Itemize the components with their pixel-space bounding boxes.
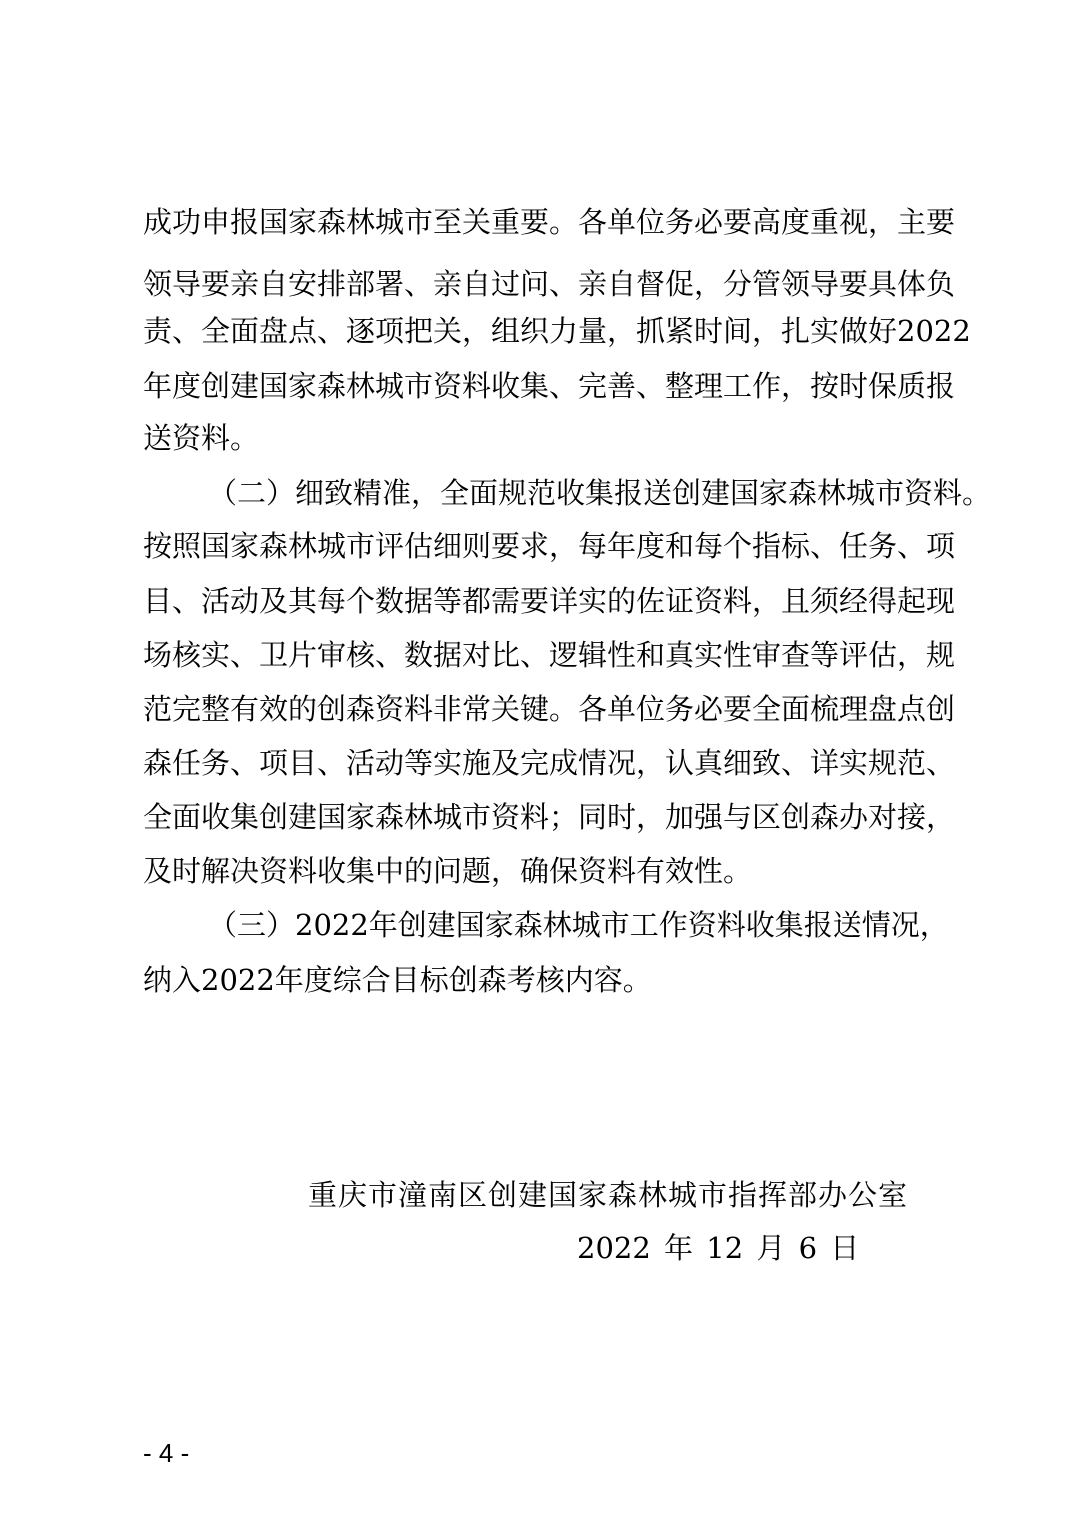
page-number: - 4 - (143, 1438, 190, 1468)
body-line-9: 场核实、卫片审核、数据对比、逻辑性和真实性审查等评估，规 (143, 638, 956, 672)
body-line-13: 及时解决资料收集中的问题，确保资料有效性。 (143, 854, 753, 888)
body-line-10: 范完整有效的创森资料非常关键。各单位务必要全面梳理盘点创 (143, 692, 956, 726)
body-line-5: 送资料。 (143, 421, 260, 455)
body-line-6: （二）细致精准，全面规范收集报送创建国家森林城市资料。 (208, 476, 992, 510)
body-line-12: 全面收集创建国家森林城市资料；同时，加强与区创森办对接， (143, 800, 956, 834)
body-line-8: 目、活动及其每个数据等都需要详实的佐证资料，且须经得起现 (143, 584, 956, 618)
body-line-1: 成功申报国家森林城市至关重要。各单位务必要高度重视，主要 (143, 205, 956, 239)
body-line-11: 森任务、项目、活动等实施及完成情况，认真细致、详实规范、 (143, 746, 956, 780)
body-line-2: 领导要亲自安排部署、亲自过问、亲自督促，分管领导要具体负 (143, 267, 956, 301)
body-line-15: 纳入2022年度综合目标创森考核内容。 (143, 963, 652, 997)
body-line-3: 责、全面盘点、逐项把关，组织力量，抓紧时间，扎实做好2022 (143, 314, 971, 348)
signature-org: 重庆市潼南区创建国家森林城市指挥部办公室 (308, 1178, 909, 1212)
body-line-14: （三）2022年创建国家森林城市工作资料收集报送情况， (208, 908, 949, 942)
signature-date: 2022 年 12 月 6 日 (577, 1231, 860, 1265)
body-line-7: 按照国家森林城市评估细则要求，每年度和每个指标、任务、项 (143, 529, 956, 563)
body-line-4: 年度创建国家森林城市资料收集、完善、整理工作，按时保质报 (143, 369, 956, 403)
